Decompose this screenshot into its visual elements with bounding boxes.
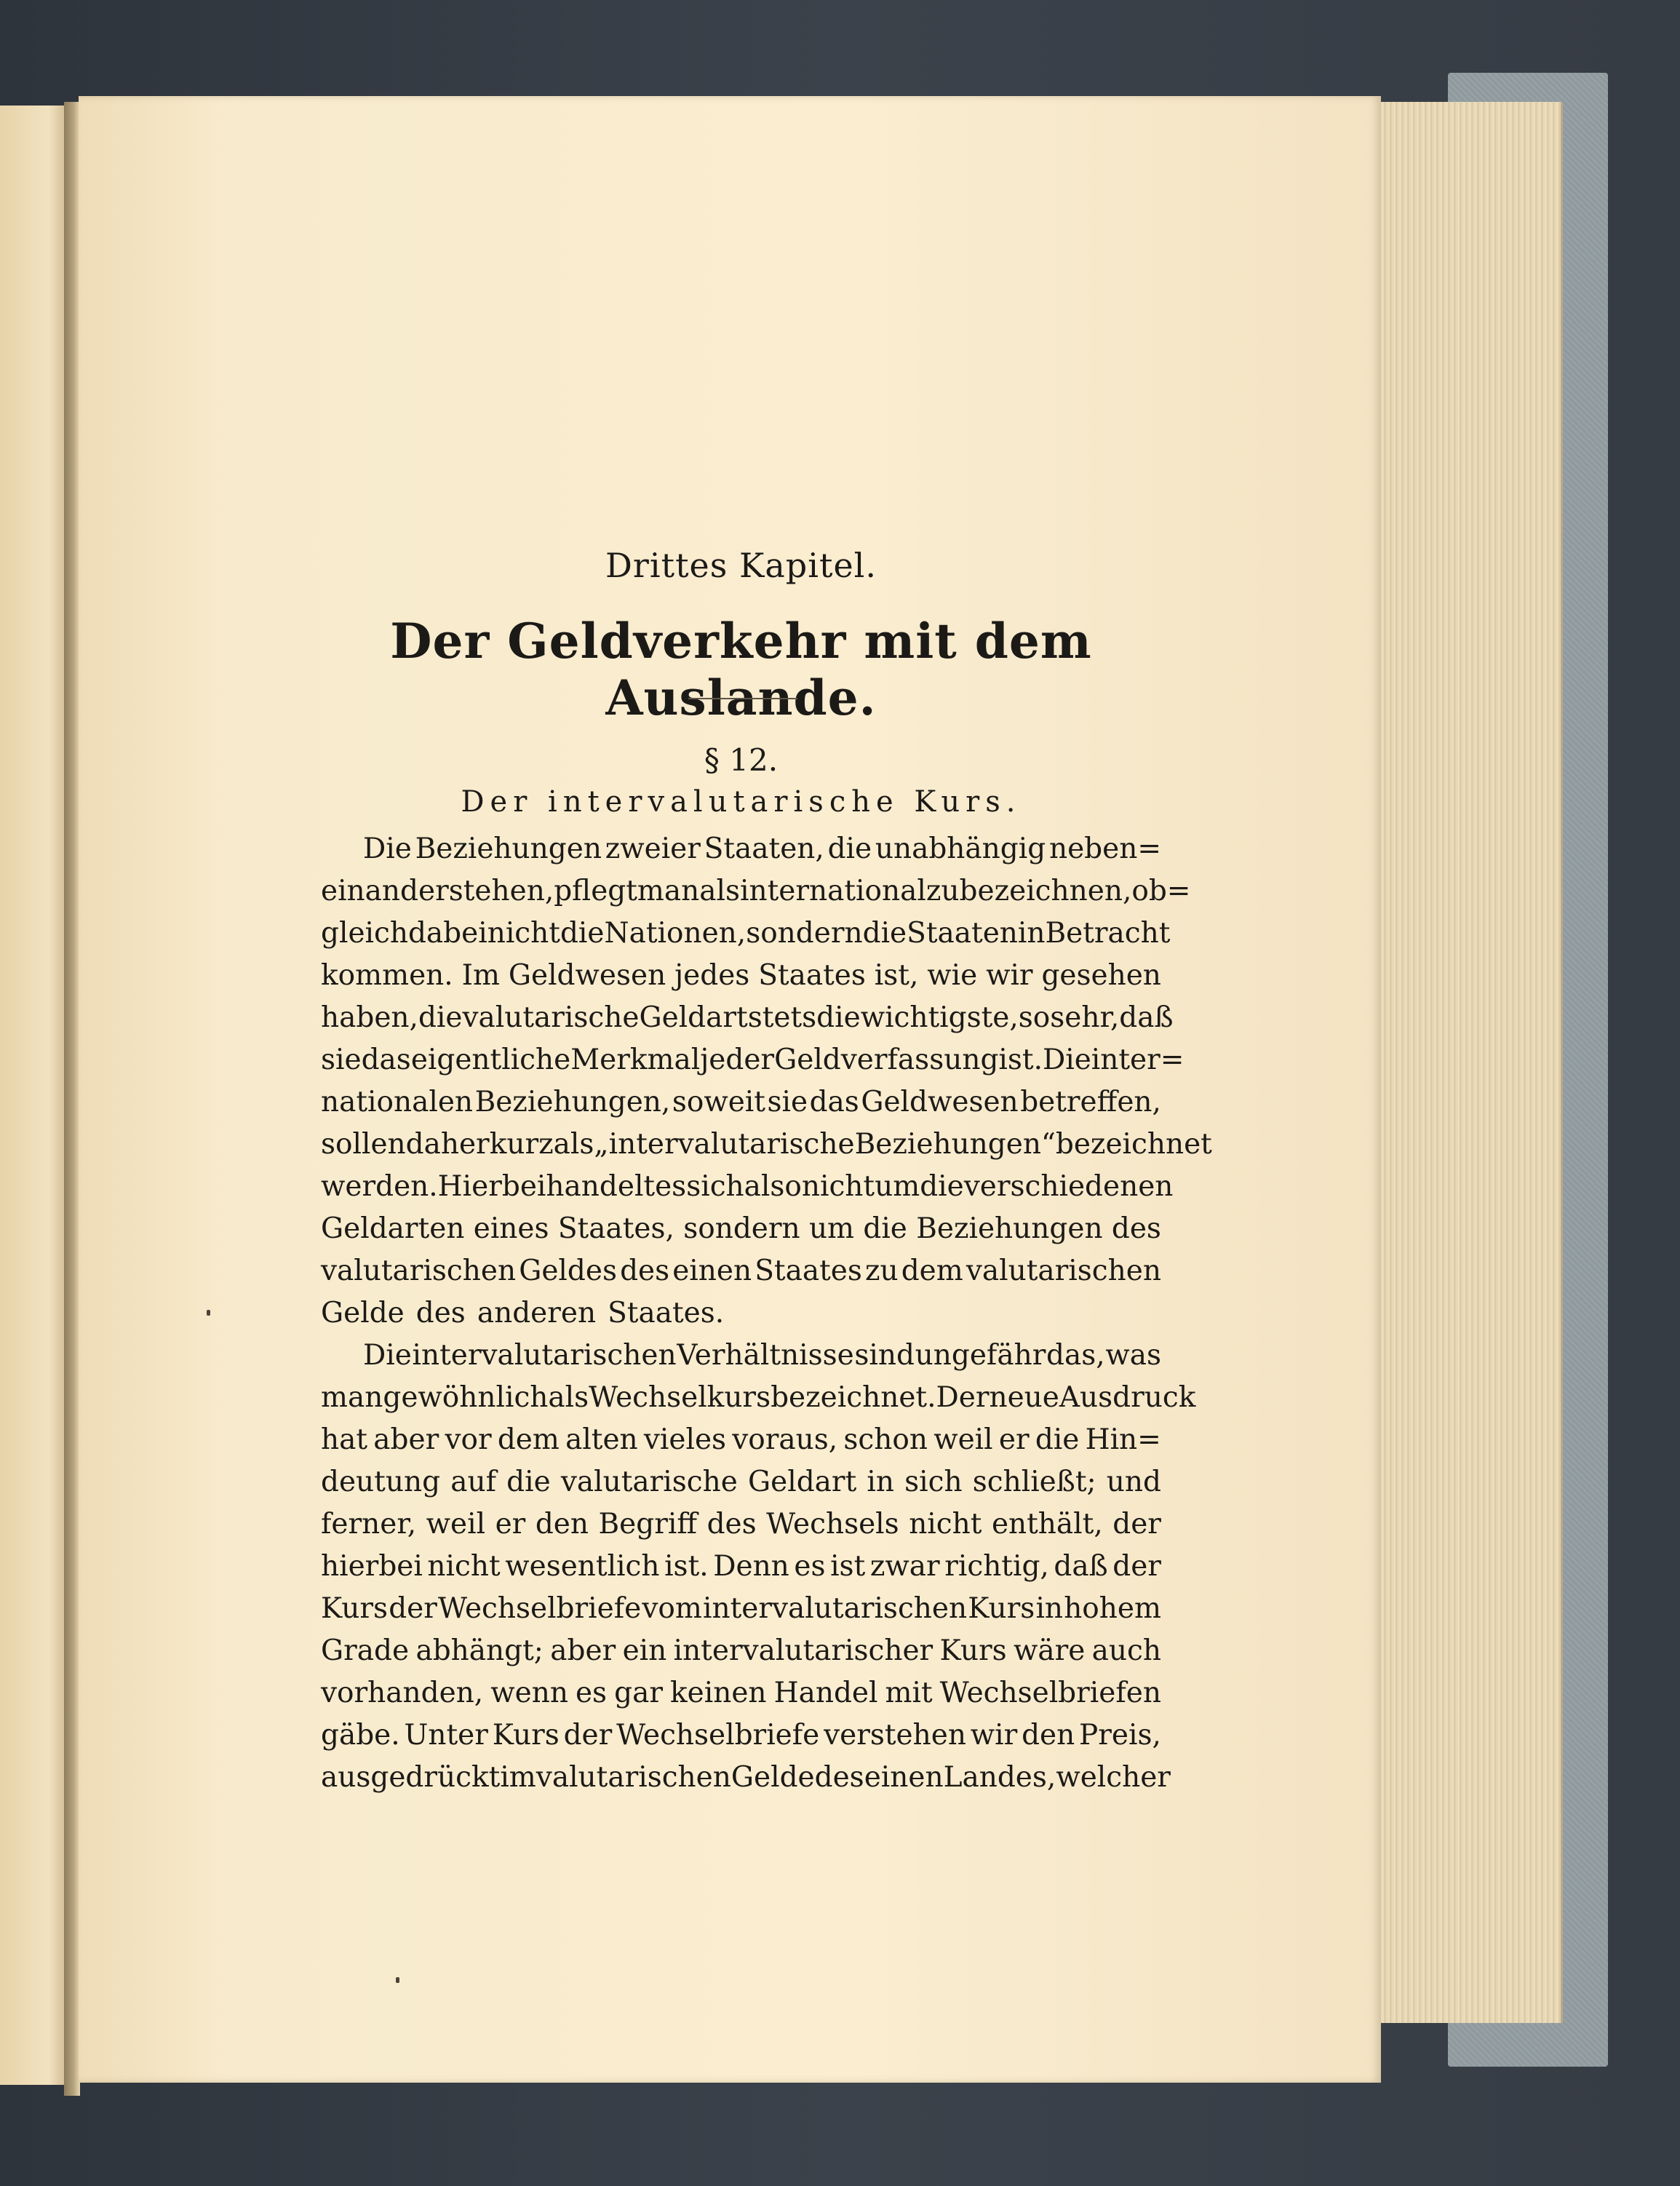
chapter-title: Der Geldverkehr mit dem Auslande. xyxy=(390,613,1092,726)
text-line: vorhanden, wenn es gar keinen Handel mit Wechselbriefen xyxy=(321,1677,1161,1709)
section-heading: Der intervalutarische Kurs. xyxy=(461,785,1022,819)
text-line: einander stehen, pflegt man als international zu bezeichnen, ob= xyxy=(321,875,1191,907)
page-edges xyxy=(1375,102,1563,2023)
text-line: ferner, weil er den Begriff des Wechsels nicht enthält, der xyxy=(321,1508,1161,1541)
text-line: werden. Hierbei handelt es sich also nicht um die verschiedenen xyxy=(321,1170,1174,1203)
text-line: gleich dabei nicht die Nationen, sondern die Staaten in Betracht xyxy=(321,917,1171,950)
text-line: Gelde des anderen Staates. xyxy=(321,1297,725,1330)
text-line: Kurs der Wechselbriefe vom intervalutarischen Kurs in hohem xyxy=(321,1592,1161,1625)
body-text xyxy=(321,828,1212,1799)
section-number: § 12. xyxy=(704,742,779,778)
text-line: haben, die valutarische Geldart stets die wichtigste, so sehr, daß xyxy=(321,1001,1174,1034)
ink-speck xyxy=(396,1977,399,1983)
text-line: hat aber vor dem alten vieles voraus, schon weil er die Hin= xyxy=(321,1423,1161,1456)
text-line: kommen. Im Geldwesen jedes Staates ist, wie wir gesehen xyxy=(321,959,1161,992)
text-line: sollen daher kurz als „intervalutarische Beziehungen“ bezeichnet xyxy=(321,1128,1212,1161)
text-line: Geldarten eines Staates, sondern um die Beziehungen des xyxy=(321,1212,1161,1245)
text-line: man gewöhnlich als Wechselkurs bezeichnet. Der neue Ausdruck xyxy=(321,1381,1196,1414)
text-line: hierbei nicht wesentlich ist. Denn es ist zwar richtig, daß der xyxy=(321,1550,1161,1583)
text-line: sie das eigentliche Merkmal jeder Geldverfassung ist. Die inter= xyxy=(321,1044,1185,1076)
book-page xyxy=(79,96,1381,2083)
text-line: nationalen Beziehungen, soweit sie das Geldwesen betreffen, xyxy=(321,1086,1161,1118)
text-line: gäbe. Unter Kurs der Wechselbriefe verstehen wir den Preis, xyxy=(321,1719,1161,1752)
book-gutter xyxy=(64,102,80,2096)
ink-speck xyxy=(207,1310,210,1316)
text-line: Grade abhängt; aber ein intervalutarischer Kurs wäre auch xyxy=(321,1634,1161,1667)
text-line: Die intervalutarischen Verhältnisse sind ungefähr das, was xyxy=(363,1339,1161,1372)
title-divider xyxy=(688,698,797,699)
text-line: ausgedrückt im valutarischen Gelde des einen Landes, welcher xyxy=(321,1761,1171,1794)
text-line: deutung auf die valutarische Geldart in sich schließt; und xyxy=(321,1466,1161,1498)
text-line: Die Beziehungen zweier Staaten, die unabhängig neben= xyxy=(363,832,1161,865)
chapter-label: Drittes Kapitel. xyxy=(605,546,877,585)
text-line: valutarischen Geldes des einen Staates zu dem valutarischen xyxy=(321,1255,1161,1287)
previous-page-edge xyxy=(0,106,69,2085)
